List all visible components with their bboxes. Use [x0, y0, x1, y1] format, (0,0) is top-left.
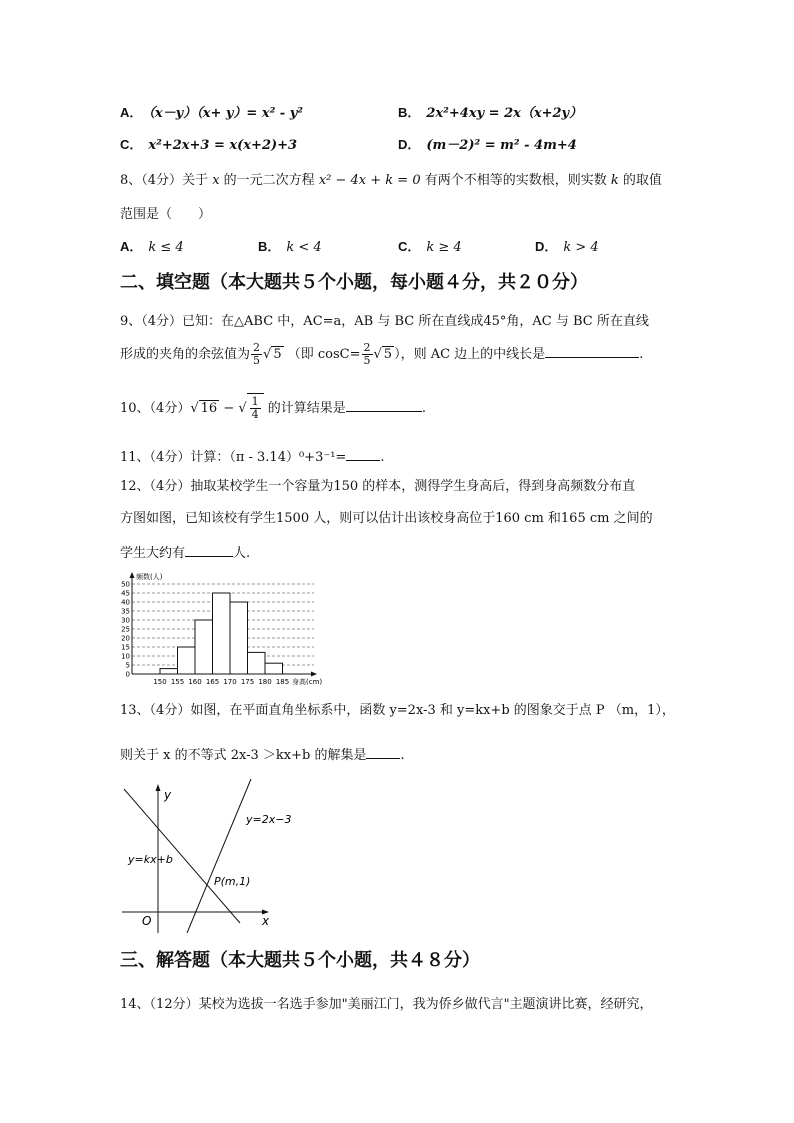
q13-axis-y-label: y [164, 788, 172, 802]
q13-line2-a: 则关于 x 的不等式 2x-3 ＞kx+b 的解集是 [120, 748, 367, 763]
histogram-bar-155-160 [178, 647, 196, 674]
histogram-bar-180-185 [265, 663, 283, 674]
histogram-y-tick-label: 20 [121, 634, 130, 643]
q9-fraction-2-den: 5 [363, 354, 371, 367]
q10-minus: − [223, 401, 235, 416]
q10-fraction-den: 4 [251, 408, 259, 421]
q13-origin-label: O [142, 914, 152, 928]
q9-answer-blank[interactable] [545, 343, 639, 358]
histogram-bar-160-165 [195, 620, 213, 674]
histogram-y-tick-label: 50 [121, 580, 130, 589]
q10-sqrt-frac-radicand [247, 393, 264, 424]
q9-fraction-2-num: 2 [363, 341, 371, 354]
q8-option-c-label: C． [398, 239, 421, 254]
histogram-y-tick-label: 10 [121, 652, 130, 661]
histogram-x-tick-label: 185 [275, 678, 290, 686]
q9-fraction [251, 342, 262, 367]
q8-option-a [120, 238, 184, 257]
histogram-x-tick-label: 155 [170, 678, 185, 686]
q8-option-b [258, 238, 322, 257]
q11-answer-blank[interactable] [346, 446, 380, 461]
histogram-y-tick-label: 40 [121, 598, 130, 607]
q9-sqrt-radicand: 5 [273, 347, 282, 362]
histogram-bar-170-175 [230, 602, 248, 674]
q8-line2: 范围是（ ） [120, 207, 212, 222]
histogram-y-arrow-icon [130, 572, 135, 578]
histogram-x-tick-label: 170 [223, 678, 237, 686]
q8-var-x: x [212, 173, 220, 188]
histogram-x-label: 身高(cm) [292, 678, 323, 686]
histogram-x-tick-label: 160 [188, 678, 202, 686]
q9-sqrt-2-radicand: 5 [383, 347, 393, 362]
histogram-x-tick-label: 165 [205, 678, 220, 686]
histogram-bar-175-180 [248, 652, 266, 674]
q8-option-d [535, 238, 599, 257]
histogram-bar-150-155 [160, 669, 178, 674]
histogram-bars [160, 593, 283, 674]
q8-option-c [398, 238, 462, 257]
q13-line1-label: y=2x−3 [246, 813, 292, 826]
q8-option-a-label: A． [120, 239, 143, 254]
q9-sqrt-2: √ 5 [373, 347, 393, 362]
histogram-y-tick-label: 25 [121, 625, 130, 634]
q9-line1: 9、（4分）已知：在△ABC 中，AC=a，AB 与 BC 所在直线成45°角，AC 与 BC 所在直线 [120, 314, 649, 329]
q13-point-label: P(m,1) [214, 875, 251, 888]
q13-answer-blank[interactable] [366, 744, 400, 759]
q13-line1: 13、（4分）如图，在平面直角坐标系中，函数 y=2x-3 和 y=kx+b 的图象交于点 P （m，1）， [120, 703, 675, 718]
q10-suffix: 的计算结果是 [267, 401, 346, 416]
q9-line2-c: ），则 AC 边上的中线长是 [394, 347, 546, 362]
histogram-y-tick-label: 45 [121, 589, 130, 598]
q10-fraction-num: 1 [251, 395, 259, 408]
q8-option-b-text: k < 4 [286, 240, 322, 255]
q7-option-d-text: (m－2)² = m² - 4m+4 [426, 138, 577, 153]
histogram-x-tick-label: 175 [240, 678, 255, 686]
q14-line1: 14、（12分）某校为选拔一名选手参加"美丽江门，我为侨乡做代言"主题演讲比赛，经研究， [120, 997, 653, 1012]
q13-coordinate-figure [118, 775, 293, 937]
q8-prefix: 8、（4分）关于 [120, 173, 209, 188]
q8-option-b-label: B． [258, 239, 281, 254]
q9-line2-b: （即 cosC= [287, 347, 361, 362]
histogram-y-tick-label: 35 [121, 607, 130, 616]
q10-sqrt-frac: √ $\frac{1}{4}$ [238, 393, 263, 424]
q9-sqrt: √ 5 [263, 347, 282, 362]
height-histogram [118, 568, 338, 690]
q13-line2-label: y=kx+b [128, 853, 173, 866]
section2-title: 二、填空题（本大题共５个小题，每小题４分，共２０分） [120, 272, 588, 293]
q12-line2: 方图如图，已知该校有学生1500 人，则可以估计出该校身高位于160 cm 和165 cm 之间的 [120, 511, 653, 526]
histogram-y-tick-label: 15 [121, 643, 130, 652]
q9-fraction-num: 2 [253, 341, 261, 354]
q7-option-d [398, 136, 577, 155]
q7-option-b-text: 2x²+4xy = 2x（x+2y） [426, 106, 583, 121]
histogram-x-tick-label: 180 [258, 678, 272, 686]
q7-option-a-label: A． [120, 105, 143, 120]
q12-answer-blank[interactable] [185, 542, 233, 557]
section3-title: 三、解答题（本大题共５个小题，共４８分） [120, 950, 480, 971]
q7-option-a [120, 104, 303, 123]
q11-end: . [380, 450, 385, 465]
q8-middle: 的一元二次方程 [223, 173, 315, 188]
q13-line2-b: . [400, 748, 405, 763]
q9-fraction-den: 5 [253, 354, 261, 367]
q7-option-c [120, 136, 297, 155]
q8-option-c-text: k ≥ 4 [426, 240, 462, 255]
q7-option-d-label: D． [398, 137, 421, 152]
q7-option-b-label: B． [398, 105, 421, 120]
histogram-y-tick-label: 30 [121, 616, 130, 625]
histogram-bar-165-170 [213, 593, 231, 674]
q10-end: . [421, 401, 426, 416]
q13-axis-x-label: x [262, 914, 270, 928]
q8-option-d-label: D． [535, 239, 558, 254]
q7-option-a-text: （x－y）（x+ y）= x² - y² [148, 106, 303, 121]
q8-option-d-text: k > 4 [563, 240, 599, 255]
q10-sqrt-16-radicand: 16 [200, 401, 218, 416]
q12-line3-b: 人. [233, 546, 251, 561]
q8-equation: x² − 4x + k = 0 [318, 173, 421, 188]
q7-option-c-text: x²+2x+3 = x(x+2)+3 [148, 138, 298, 153]
histogram-y-label: 频数(人) [136, 573, 163, 581]
q10-answer-blank[interactable] [346, 397, 422, 412]
q12-line3 [120, 542, 250, 563]
q10-fraction [250, 396, 261, 421]
q9-line2 [120, 342, 643, 368]
histogram-y-tick-label: 5 [125, 661, 130, 670]
q11-line [120, 446, 384, 467]
histogram-y-tick-labels [121, 581, 130, 679]
q8-option-a-text: k ≤ 4 [148, 240, 184, 255]
q8-var-k: k [610, 173, 619, 188]
q13-line2 [120, 744, 405, 765]
q12-line1: 12、（4分）抽取某校学生一个容量为150 的样本，测得学生身高后，得到身高频数分布直 [120, 479, 636, 494]
q8-tail: 的取值 [622, 173, 662, 188]
q10-sqrt-16: √ 16 [190, 401, 218, 416]
histogram-y-tick-label: 0 [125, 670, 130, 679]
q9-end: . [639, 347, 644, 362]
histogram-x-tick-label: 150 [153, 678, 167, 686]
histogram-x-tick-labels [153, 678, 289, 686]
q9-fraction-2 [362, 342, 373, 367]
q10-prefix: 10、（4分） [120, 401, 191, 416]
q10-line [120, 393, 426, 424]
histogram-x-arrow-icon [311, 672, 317, 677]
q12-line3-a: 学生大约有 [120, 546, 186, 561]
q8-line1 [120, 172, 662, 190]
q8-suffix: 有两个不相等的实数根，则实数 [424, 173, 607, 188]
q11-prefix: 11、（4分）计算：（π - 3.14）⁰+3⁻¹= [120, 450, 347, 465]
q13-line-y-2x-3 [187, 779, 251, 933]
q13-y-arrow-icon [156, 784, 161, 791]
q7-option-b [398, 104, 582, 123]
q7-option-c-label: C． [120, 137, 143, 152]
q9-line2-a: 形成的夹角的余弦值为 [120, 347, 251, 362]
